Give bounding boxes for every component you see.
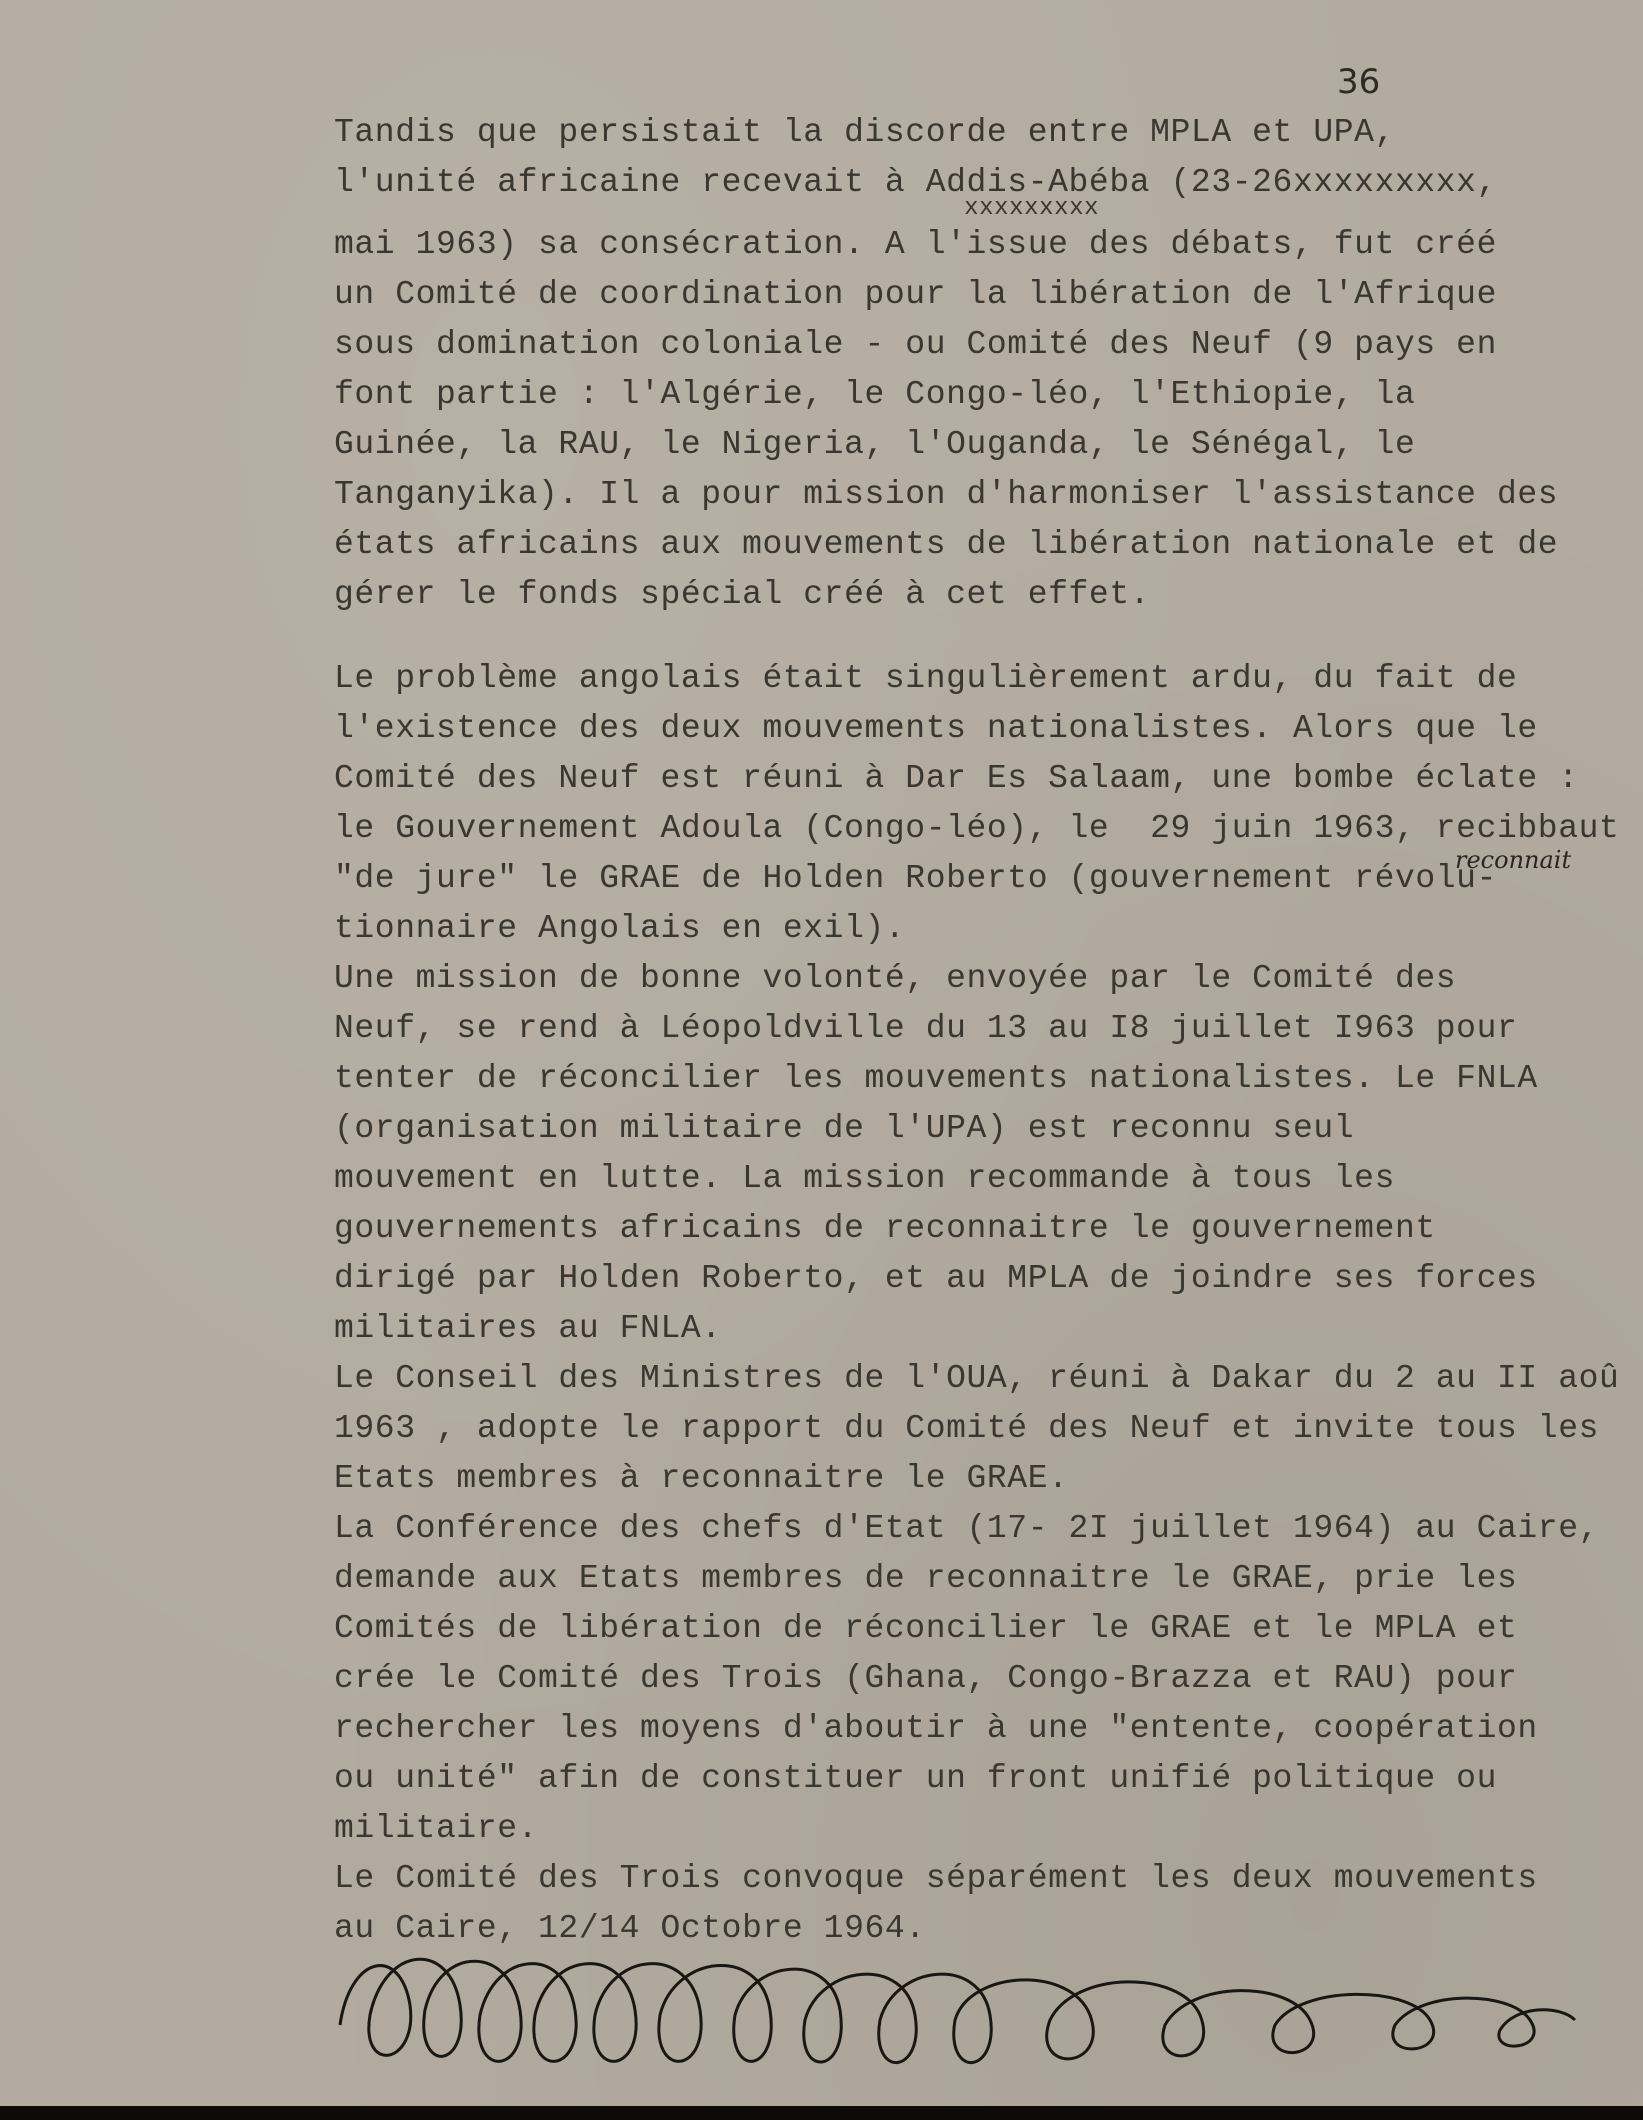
text-line: font partie : l'Algérie, le Congo-léo, l'Ethiopie, la (334, 376, 1416, 413)
text-line: mouvement en lutte. La mission recommande à tous les (334, 1160, 1395, 1197)
typewritten-body (334, 108, 1624, 1954)
text-line: Comité des Neuf est réuni à Dar Es Salaam, une bombe éclate : (334, 760, 1579, 797)
text-line: rechercher les moyens d'aboutir à une "entente, coopération (334, 1710, 1538, 1747)
text-line: Tanganyika). Il a pour mission d'harmoniser l'assistance des (334, 476, 1559, 513)
text-line: mai 1963) sa consécration. A l'issue des débats, fut créé (334, 226, 1497, 263)
text-line: ou unité" afin de constituer un front unifié politique ou (334, 1760, 1497, 1797)
text-line: l'unité africaine recevait à Addis-Abéba (23-26xxxxxxxxx, (334, 164, 1497, 201)
text-line: demande aux Etats membres de reconnaitre le GRAE, prie les (334, 1560, 1518, 1597)
text-line: tionnaire Angolais en exil). (334, 910, 906, 947)
text-line: dirigé par Holden Roberto, et au MPLA de joindre ses forces (334, 1260, 1538, 1297)
handwritten-scribble (330, 1935, 1580, 2085)
text-line: sous domination coloniale - ou Comité des Neuf (9 pays en (334, 326, 1497, 363)
text-line: xxxxxxxxx (334, 195, 1100, 222)
text-line: 1963 , adopte le rapport du Comité des Neuf et invite tous les (334, 1410, 1599, 1447)
page-number: 36 (1337, 62, 1381, 102)
text-line: Neuf, se rend à Léopoldville du 13 au I8 juillet I963 pour (334, 1010, 1518, 1047)
scan-border (0, 2106, 1643, 2120)
text-line: Le Conseil des Ministres de l'OUA, réuni à Dakar du 2 au II aoû (334, 1360, 1620, 1397)
text-line: crée le Comité des Trois (Ghana, Congo-Brazza et RAU) pour (334, 1660, 1518, 1697)
text-line: un Comité de coordination pour la libération de l'Afrique (334, 276, 1497, 313)
text-line: Etats membres à reconnaitre le GRAE. (334, 1460, 1069, 1497)
handwritten-annotation: reconnait (1455, 846, 1572, 874)
text-line: le Gouvernement Adoula (Congo-léo), le 29 juin 1963, recibbaut (334, 810, 1620, 847)
text-line: "de jure" le GRAE de Holden Roberto (gouvernement révolu- (334, 860, 1497, 897)
text-line: gouvernements africains de reconnaitre le gouvernement (334, 1210, 1436, 1247)
text-line: (organisation militaire de l'UPA) est reconnu seul (334, 1110, 1355, 1147)
text-line: Le problème angolais était singulièrement ardu, du fait de (334, 660, 1518, 697)
text-line: La Conférence des chefs d'Etat (17- 2I juillet 1964) au Caire, (334, 1510, 1599, 1547)
text-line: gérer le fonds spécial créé à cet effet. (334, 576, 1151, 613)
text-line: tenter de réconcilier les mouvements nationalistes. Le FNLA (334, 1060, 1538, 1097)
text-line: Tandis que persistait la discorde entre MPLA et UPA, (334, 114, 1395, 151)
text-line: au Caire, 12/14 Octobre 1964. (334, 1910, 926, 1947)
text-line: militaire. (334, 1810, 539, 1847)
text-line: militaires au FNLA. (334, 1310, 722, 1347)
text-line: Guinée, la RAU, le Nigeria, l'Ouganda, le Sénégal, le (334, 426, 1416, 463)
text-line: Comités de libération de réconcilier le GRAE et le MPLA et (334, 1610, 1518, 1647)
text-line: Une mission de bonne volonté, envoyée par le Comité des (334, 960, 1457, 997)
text-line: états africains aux mouvements de libération nationale et de (334, 526, 1559, 563)
text-line: l'existence des deux mouvements nationalistes. Alors que le (334, 710, 1538, 747)
paragraph-gap (334, 620, 1624, 654)
text-line: Le Comité des Trois convoque séparément les deux mouvements (334, 1860, 1538, 1897)
